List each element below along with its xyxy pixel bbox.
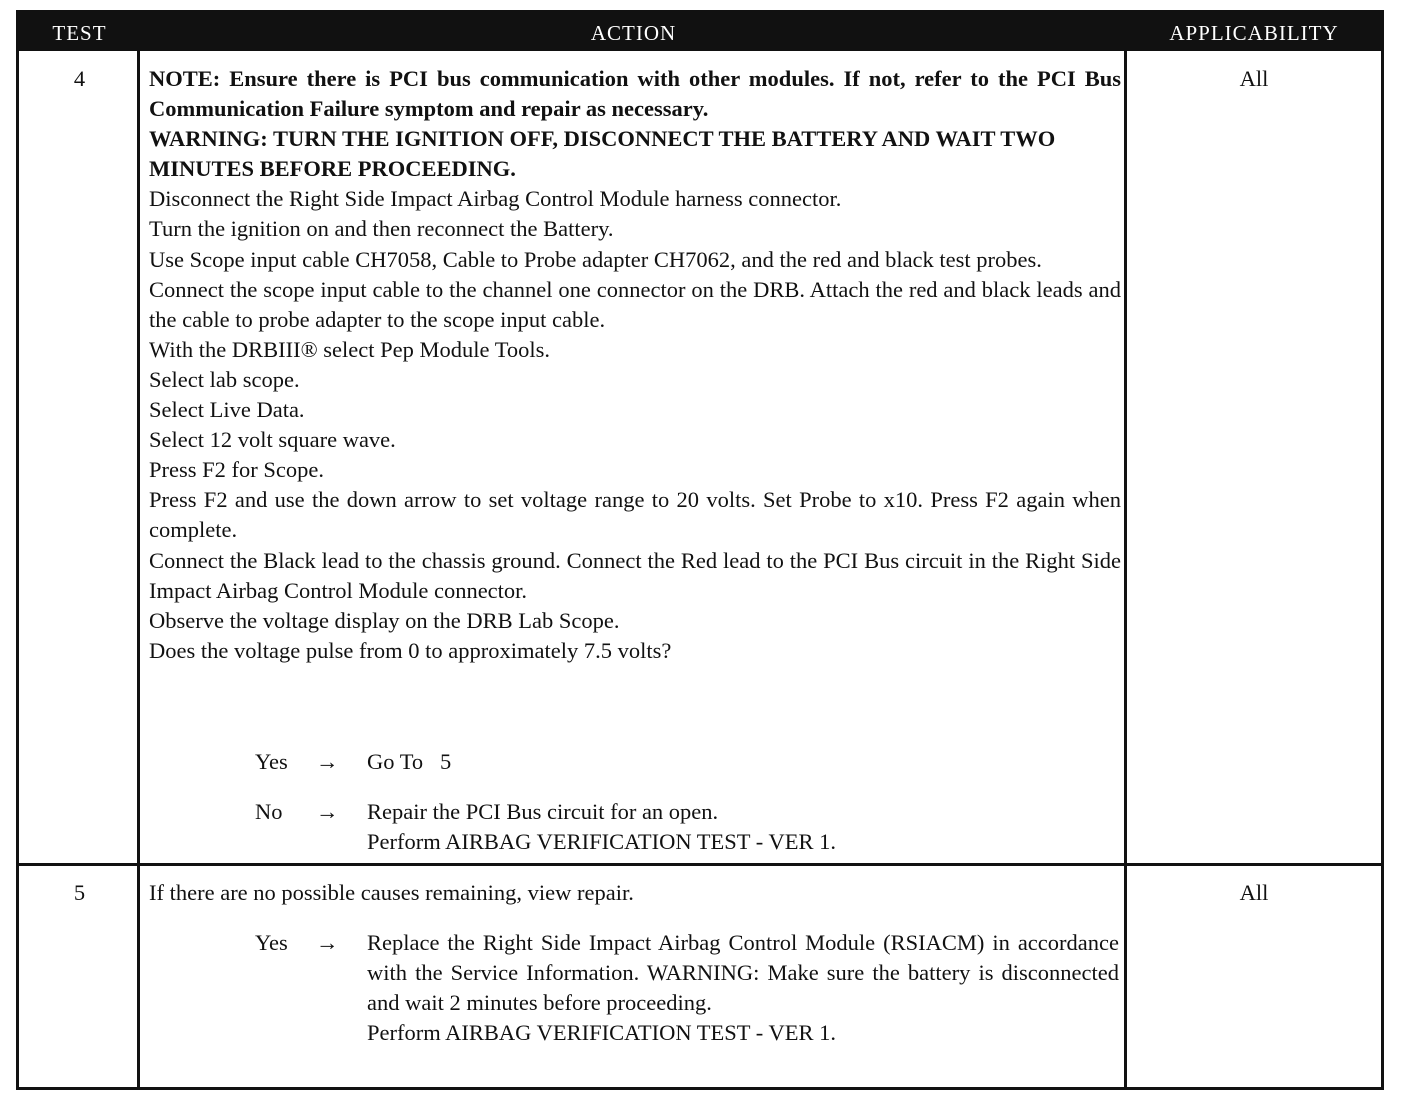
yes-result: Replace the Right Side Impact Airbag Control Module (RSIACM) in accordance with the Service Information. WARNING: Make sure the battery is disconnected and wait 2 minutes before proceeding. Perform AIRBAG VERIFICATION TEST - VER 1. xyxy=(367,930,1119,1046)
no-branch xyxy=(255,797,1125,857)
arrow-icon: → xyxy=(316,799,339,824)
step-text: Select Live Data. xyxy=(149,397,305,423)
table-header xyxy=(19,13,1381,51)
step-text: Connect the scope input cable to the channel one connector on the DRB. Attach the red and black leads and the cable to probe adapter to the scope input cable. xyxy=(149,276,1121,332)
arrow-icon: → xyxy=(316,930,339,955)
step-text: Press F2 for Scope. xyxy=(149,457,324,483)
step-text: Observe the voltage display on the DRB Lab Scope. xyxy=(149,607,620,633)
test-number: 5 xyxy=(73,880,86,905)
applicability-value: All xyxy=(1239,880,1269,905)
yes-result: Go To 5 xyxy=(367,749,452,774)
step-text: Use Scope input cable CH7058, Cable to Probe adapter CH7062, and the red and black test probes. xyxy=(149,246,1042,272)
test-5-question: If there are no possible causes remaining, view repair. xyxy=(149,880,634,905)
step-text: Select lab scope. xyxy=(149,366,300,392)
arrow-icon: → xyxy=(316,749,339,774)
yes-label: Yes xyxy=(255,749,288,774)
note-text: NOTE: Ensure there is PCI bus communication with other modules. If not, refer to the PCI Bus Communication Failure symptom and repair as necessary. xyxy=(149,66,1121,122)
no-result: Repair the PCI Bus circuit for an open. Perform AIRBAG VERIFICATION TEST - VER 1. xyxy=(367,799,836,855)
yes-label: Yes xyxy=(255,930,288,955)
warning-text: WARNING: TURN THE IGNITION OFF, DISCONNECT THE BATTERY AND WAIT TWO MINUTES BEFORE PROCEEDING. xyxy=(149,126,1056,182)
step-text: With the DRBIII® select Pep Module Tools. xyxy=(149,336,551,362)
applicability-value: All xyxy=(1239,66,1269,91)
yes-branch xyxy=(255,747,1125,777)
header-action: ACTION xyxy=(590,21,677,45)
header-test: TEST xyxy=(52,21,107,45)
step-text: Turn the ignition on and then reconnect the Battery. xyxy=(149,216,614,242)
question-text: Does the voltage pulse from 0 to approximately 7.5 volts? xyxy=(149,637,672,663)
column-divider xyxy=(137,13,140,1087)
step-text: Select 12 volt square wave. xyxy=(149,427,396,453)
no-label: No xyxy=(255,799,283,824)
step-text: Press F2 and use the down arrow to set voltage range to 20 volts. Set Probe to x10. Press F2 again when complete. xyxy=(149,487,1121,543)
test-4-action xyxy=(149,64,1121,666)
yes-branch xyxy=(255,928,1125,1078)
test-number: 4 xyxy=(73,66,86,91)
step-text: Disconnect the Right Side Impact Airbag Control Module harness connector. xyxy=(149,186,842,212)
diagnostic-table xyxy=(16,10,1384,1090)
header-applicability: APPLICABILITY xyxy=(1169,21,1339,45)
column-divider xyxy=(1124,13,1127,1087)
row-divider xyxy=(19,863,1381,866)
step-text: Connect the Black lead to the chassis ground. Connect the Red lead to the PCI Bus circuit in the Right Side Impact Airbag Control Module connector. xyxy=(149,547,1121,603)
